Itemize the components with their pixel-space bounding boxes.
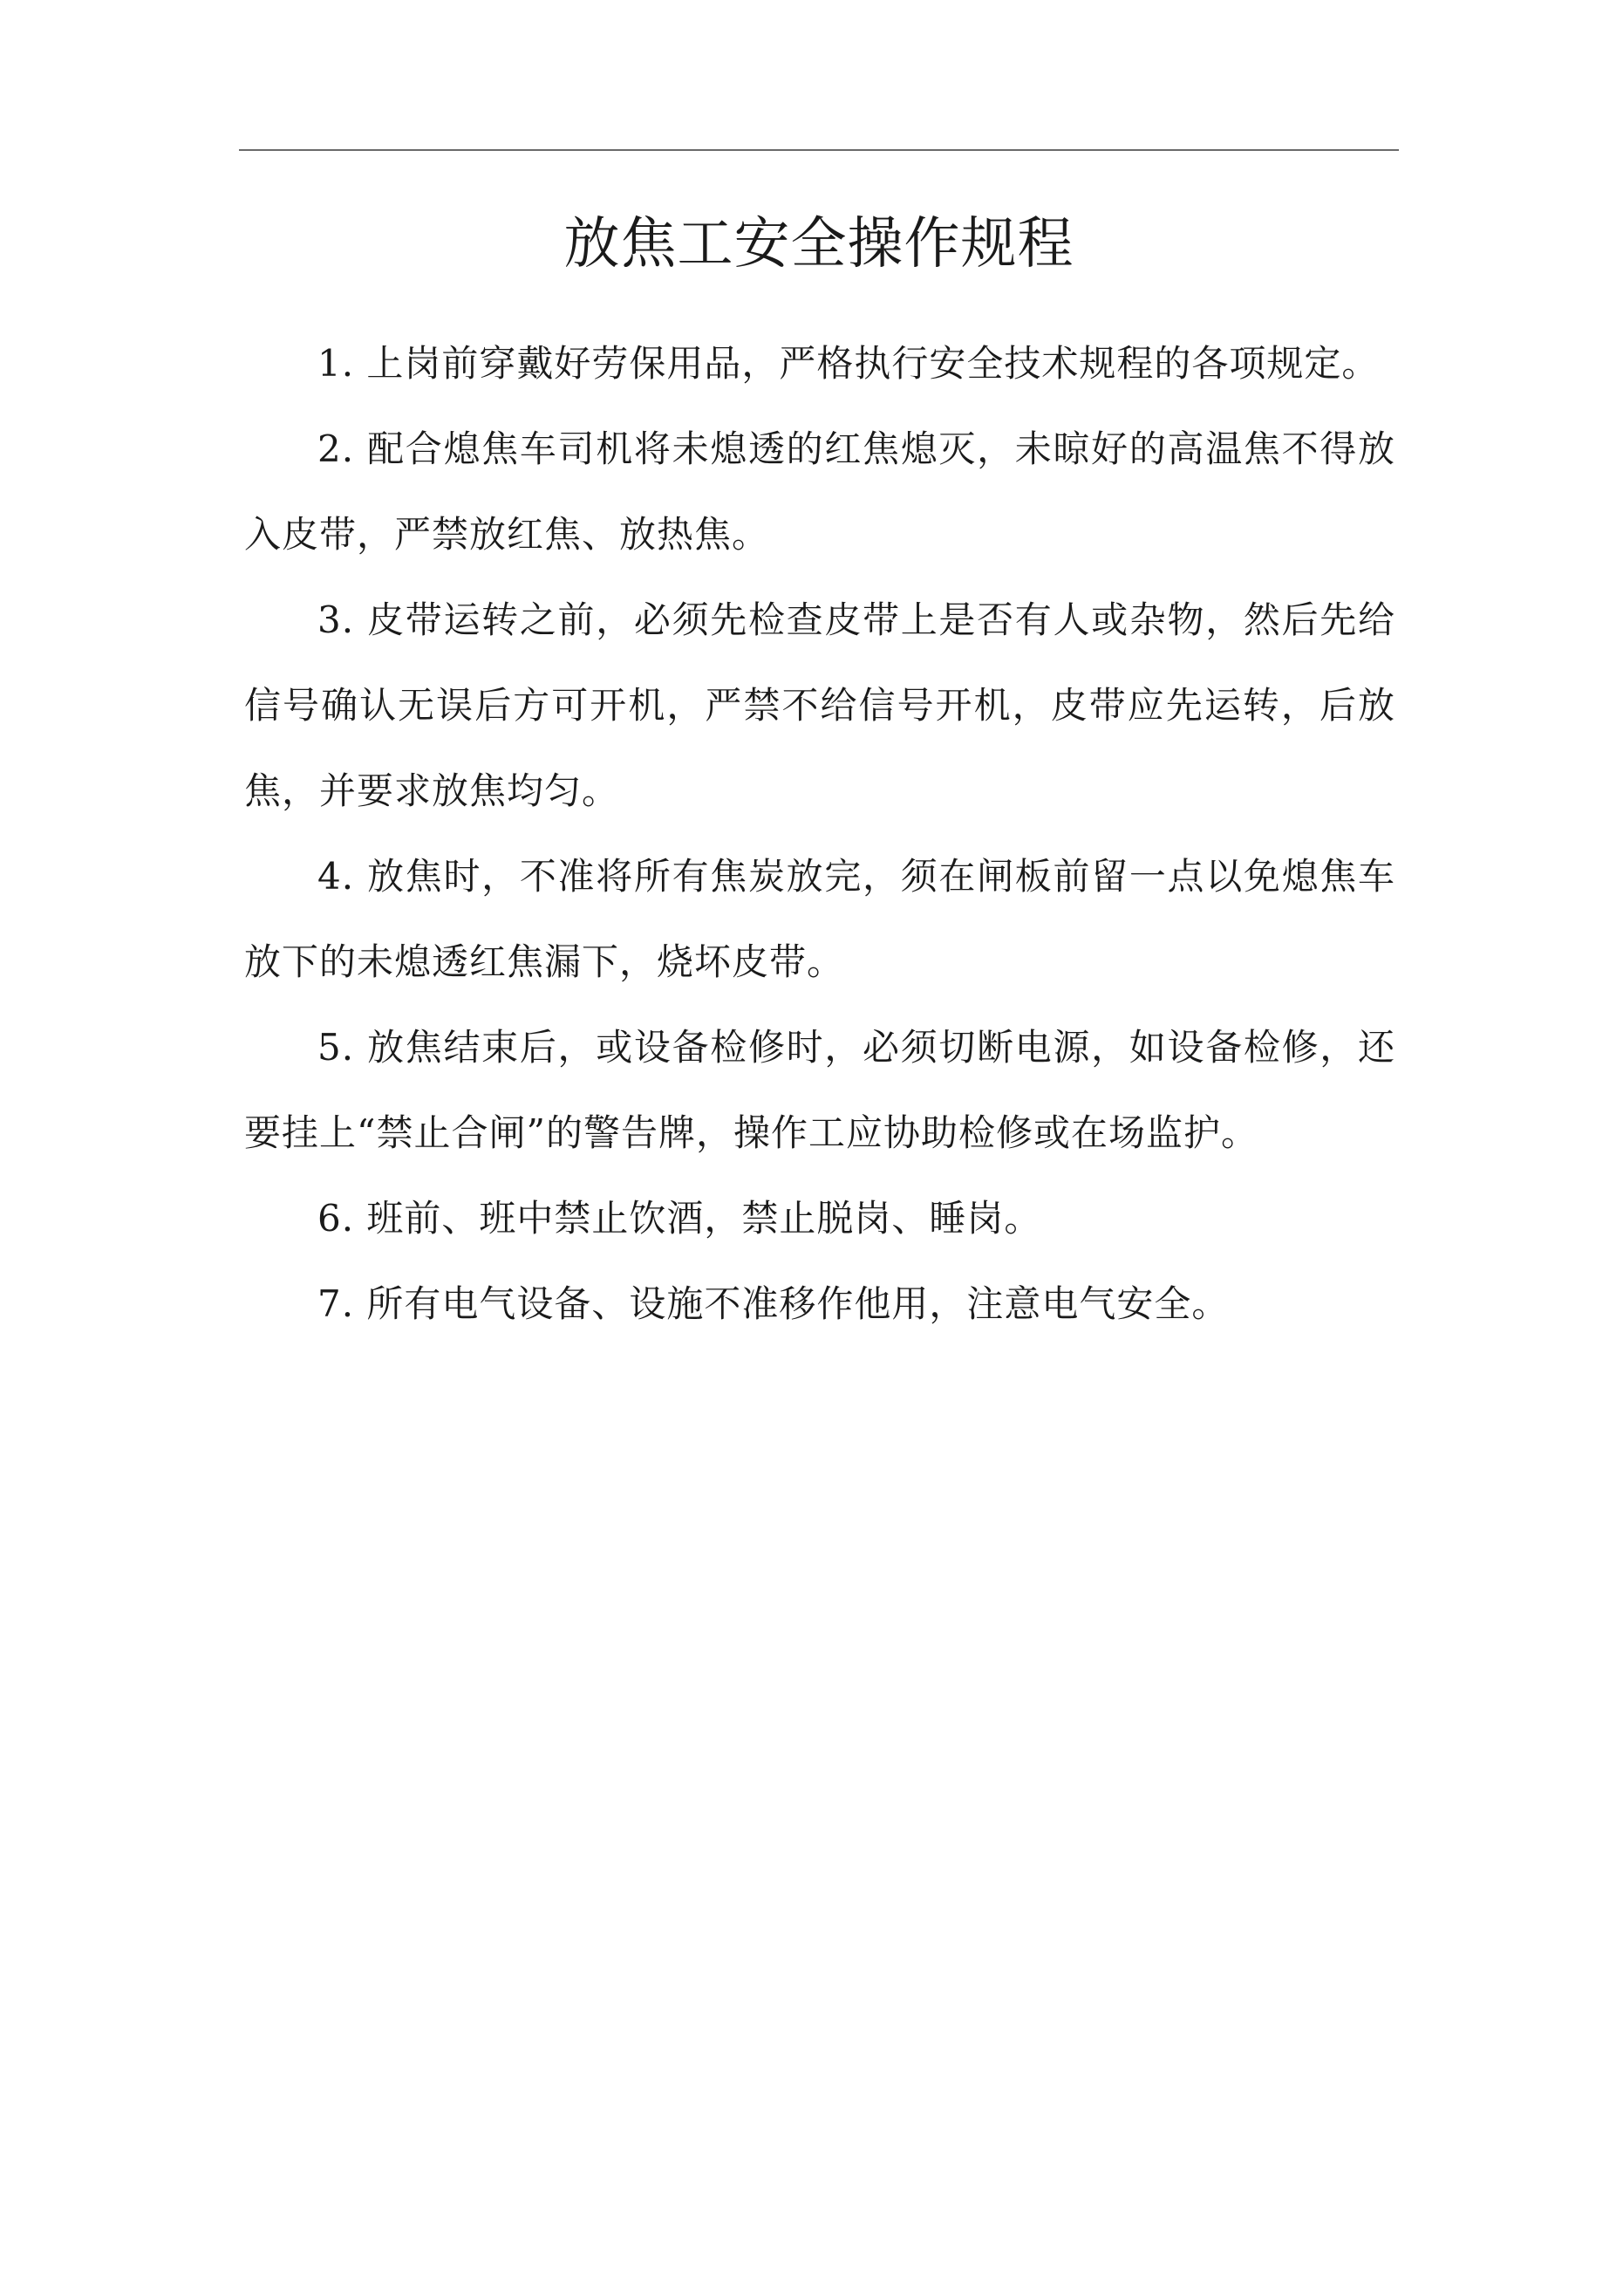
rules-list bbox=[244, 321, 1395, 1347]
rule-item-5: 5. 放焦结束后，或设备检修时，必须切断电源，如设备检修，还要挂上“禁止合闸”的警告牌，操作工应协助检修或在场监护。 bbox=[244, 1026, 1395, 1154]
rule-item-1: 1. 上岗前穿戴好劳保用品，严格执行安全技术规程的各项规定。 bbox=[317, 342, 1380, 385]
rule-item-4: 4. 放焦时，不准将所有焦炭放完，须在闸板前留一点以免熄焦车放下的未熄透红焦漏下，烧坏皮带。 bbox=[244, 855, 1395, 983]
rule-item-6: 6. 班前、班中禁止饮酒，禁止脱岗、睡岗。 bbox=[317, 1197, 1042, 1240]
rule-item-2: 2. 配合熄焦车司机将未熄透的红焦熄灭，未晾好的高温焦不得放入皮带，严禁放红焦、放热焦。 bbox=[244, 427, 1395, 556]
rule-item-7: 7. 所有电气设备、设施不准移作他用，注意电气安全。 bbox=[317, 1282, 1230, 1325]
document-title: 放焦工安全操作规程 bbox=[563, 212, 1074, 277]
rule-item-3: 3. 皮带运转之前，必须先检查皮带上是否有人或杂物，然后先给信号确认无误后方可开机，严禁不给信号开机，皮带应先运转，后放焦，并要求放焦均匀。 bbox=[244, 598, 1395, 812]
header-rule bbox=[239, 149, 1399, 151]
